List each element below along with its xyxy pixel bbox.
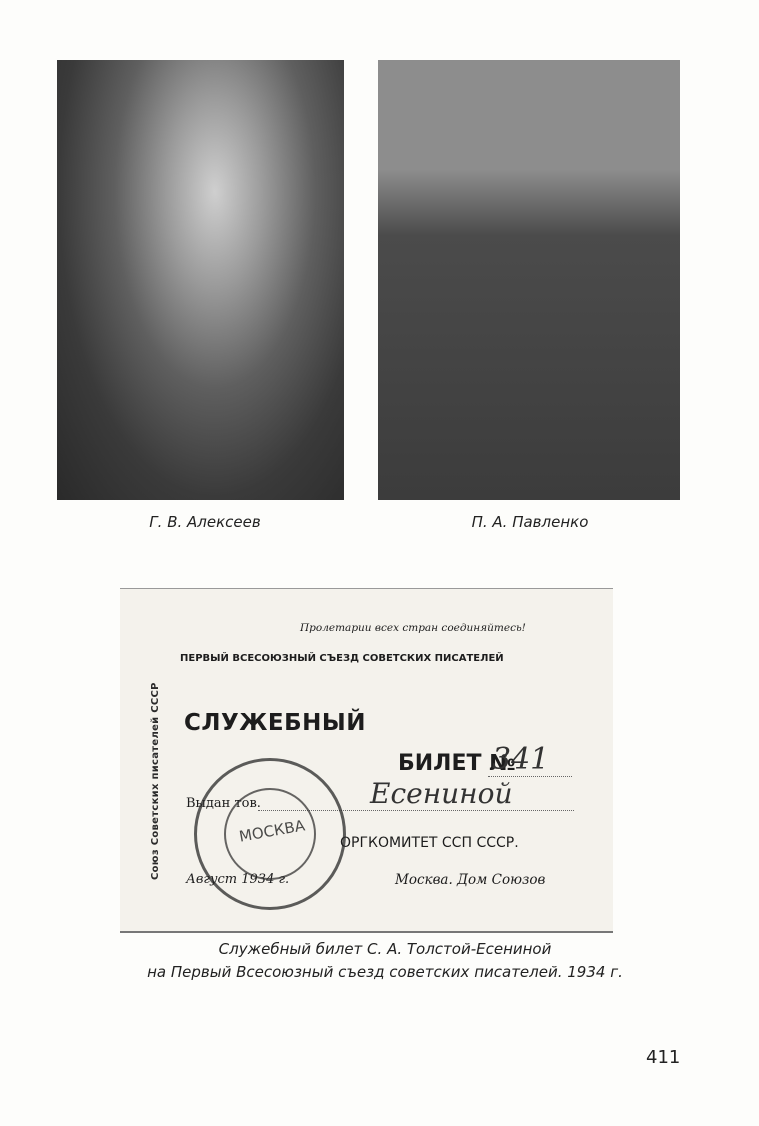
ticket-place: Москва. Дом Союзов	[395, 872, 546, 888]
portrait-photo-alekseev	[57, 60, 344, 500]
orgcommittee-label: ОРГКОМИТЕТ ССП СССР.	[340, 835, 519, 851]
photo-caption-left: Г. В. Алексеев	[149, 513, 261, 531]
portrait-photo-pavlenko	[378, 60, 680, 500]
ticket-side-text: Союз Советских писателей СССР	[150, 682, 161, 880]
ticket-slogan: Пролетарии всех стран соединяйтесь!	[300, 622, 526, 634]
ticket-congress-title: ПЕРВЫЙ ВСЕСОЮЗНЫЙ СЪЕЗД СОВЕТСКИХ ПИСАТЕЛЕЙ	[180, 653, 504, 664]
figure-caption-line2: на Первый Всесоюзный съезд советских писателей. 1934 г.	[147, 963, 623, 981]
ticket-title: СЛУЖЕБНЫЙ	[184, 710, 366, 736]
figure-caption-line1: Служебный билет С. А. Толстой-Есениной	[218, 940, 552, 958]
photo-caption-right: П. А. Павленко	[471, 513, 589, 531]
stamp-city-text: МОСКВА	[237, 816, 307, 846]
ticket-number-label: БИЛЕТ №	[398, 751, 516, 776]
issued-name-handwritten: Есениной	[370, 777, 513, 810]
ticket-date: Август 1934 г.	[186, 872, 290, 887]
ticket-number-value: 341	[492, 742, 550, 777]
page-number: 411	[646, 1047, 681, 1068]
issued-label: Выдан тов.	[186, 796, 261, 811]
